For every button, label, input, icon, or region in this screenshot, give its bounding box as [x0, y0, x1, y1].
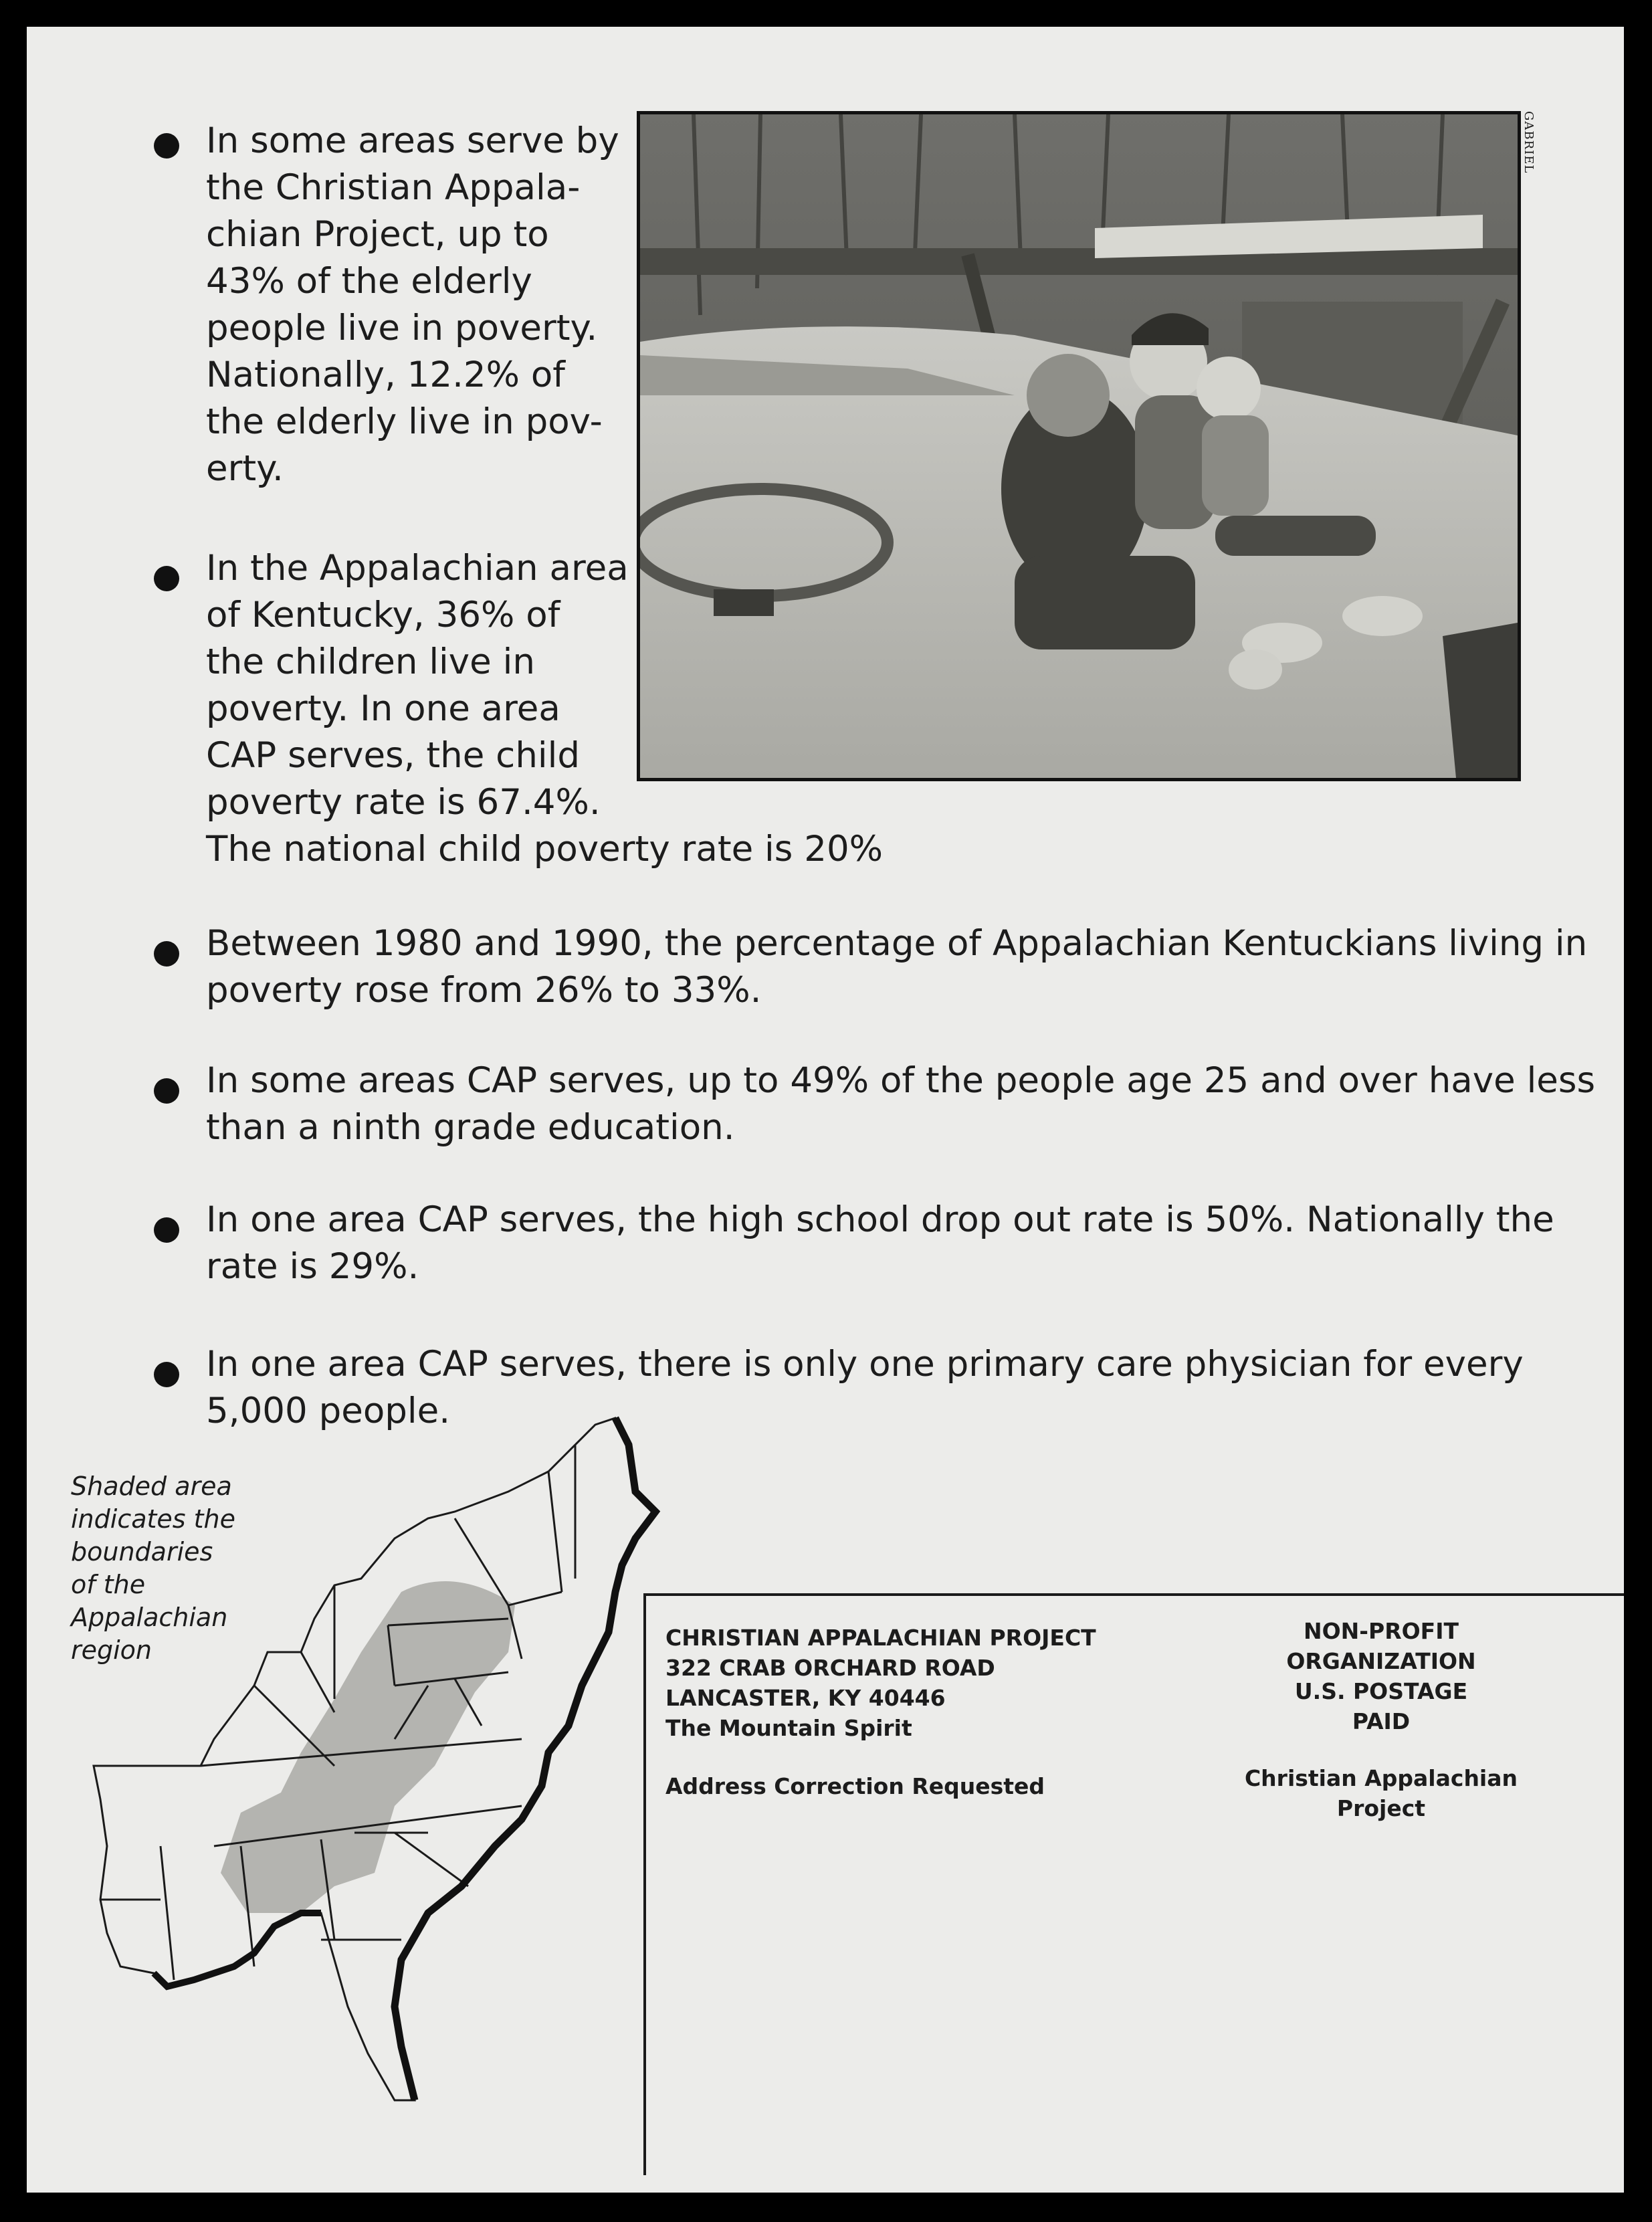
- text-line: rate is 29%.: [206, 1246, 419, 1287]
- permit-holder: Christian Appalachian Project: [1244, 1765, 1518, 1821]
- eastern-us-map: [80, 1405, 669, 2120]
- bullet-text-education: [206, 1057, 1595, 1151]
- text-line: poverty. In one area: [206, 688, 560, 729]
- bullet-dot: [154, 566, 179, 591]
- postage-line: PAID: [1352, 1708, 1411, 1734]
- mailing-panel-border-left: [643, 1593, 646, 2175]
- text-line: In some areas serve by: [206, 120, 619, 161]
- postage-indicia: [1231, 1616, 1532, 1823]
- text-line: Between 1980 and 1990, the percentage of Appalachian Kentuckians living in: [206, 923, 1588, 964]
- postage-line: U.S. POSTAGE: [1294, 1678, 1468, 1704]
- bullet-text-poverty-rise: [206, 920, 1587, 1014]
- text-line: the Christian Appala-: [206, 167, 581, 208]
- bullet-text-elderly: [206, 118, 619, 492]
- bullet-dot: [154, 941, 179, 967]
- text-line: 43% of the elderly: [206, 261, 532, 302]
- page: [27, 27, 1624, 2193]
- mailing-panel-border-top: [643, 1593, 1624, 1596]
- return-address: [665, 1623, 1096, 1801]
- text-line: Nationally, 12.2% of: [206, 355, 565, 395]
- text-line: CAP serves, the child: [206, 735, 581, 776]
- bullet-dot: [154, 133, 179, 159]
- return-address-line: 322 CRAB ORCHARD ROAD: [665, 1655, 995, 1681]
- bullet-dot: [154, 1078, 179, 1104]
- address-correction-notice: Address Correction Requested: [665, 1773, 1045, 1799]
- text-line: than a ninth grade education.: [206, 1107, 735, 1148]
- text-line: people live in poverty.: [206, 308, 598, 348]
- return-address-line: CHRISTIAN APPALACHIAN PROJECT: [665, 1625, 1096, 1651]
- text-line: erty.: [206, 448, 284, 489]
- caption-line: boundaries: [71, 1537, 213, 1567]
- text-line: 5,000 people.: [206, 1391, 451, 1431]
- bullet-dot: [154, 1362, 179, 1387]
- text-line: The national child poverty rate is 20%: [206, 829, 884, 870]
- photo-children-on-car: [637, 111, 1521, 781]
- return-address-line: The Mountain Spirit: [665, 1715, 912, 1741]
- text-line: In one area CAP serves, the high school drop out rate is 50%. Nationally the: [206, 1199, 1554, 1240]
- text-line: the elderly live in pov-: [206, 401, 603, 442]
- text-line: In some areas CAP serves, up to 49% of the people age 25 and over have less: [206, 1060, 1596, 1101]
- caption-line: indicates the: [71, 1504, 236, 1534]
- bullet-text-dropout: [206, 1197, 1554, 1290]
- bullet-dot: [154, 1217, 179, 1243]
- text-line: poverty rose from 26% to 33%.: [206, 970, 762, 1011]
- return-address-line: LANCASTER, KY 40446: [665, 1685, 946, 1711]
- photo-credit: GABRIEL: [1522, 111, 1536, 174]
- postage-line: NON-PROFIT ORGANIZATION: [1286, 1618, 1476, 1674]
- appalachian-region-shading: [221, 1581, 515, 1913]
- text-line: of Kentucky, 36% of: [206, 595, 560, 635]
- photo-illustration: [640, 114, 1518, 778]
- text-line: poverty rate is 67.4%.: [206, 782, 601, 823]
- text-line: the children live in: [206, 641, 535, 682]
- text-line: In one area CAP serves, there is only one primary care physician for every: [206, 1344, 1524, 1385]
- caption-line: of the: [71, 1570, 146, 1599]
- text-line: In the Appalachian area: [206, 548, 629, 589]
- caption-line: Appalachian: [71, 1603, 228, 1632]
- text-line: chian Project, up to: [206, 214, 549, 255]
- caption-line: Shaded area: [71, 1472, 232, 1501]
- caption-line: region: [71, 1635, 152, 1665]
- gulf-coastline: [154, 1913, 321, 1987]
